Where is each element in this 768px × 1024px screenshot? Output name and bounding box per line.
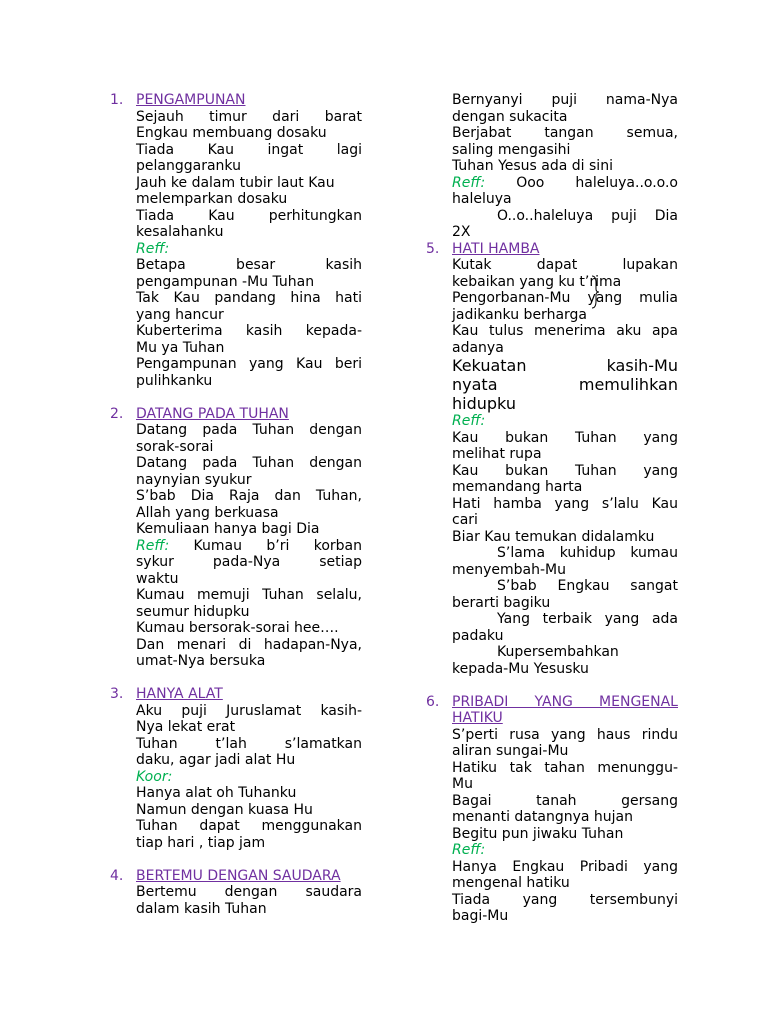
lyric-line: dengan sukacita bbox=[452, 108, 568, 125]
lyric-line: Jauh ke dalam tubir laut Kau bbox=[136, 174, 335, 191]
lyric-line: Tak Kau pandang hina hati bbox=[136, 290, 362, 306]
lyric-line: Pengorbanan-Mu yang mulia bbox=[452, 290, 678, 306]
lyric-line: Betapa besar kasih bbox=[136, 257, 362, 273]
lyric-line: Begitu pun jiwaku Tuhan bbox=[452, 825, 624, 842]
reff-label: Reff: bbox=[452, 413, 486, 429]
lyric-line: S’bab Engkau sangat bbox=[497, 578, 678, 594]
lyric-line: Kemuliaan hanya bagi Dia bbox=[136, 521, 320, 537]
lyric-line: Kumau memuji Tuhan selalu, bbox=[136, 587, 362, 603]
lyric-line: Tiada Kau perhitungkan bbox=[136, 207, 362, 224]
lyric-line: aliran sungai-Mu bbox=[452, 743, 569, 759]
lyric-line: Aku puji Juruslamat kasih- bbox=[136, 702, 362, 719]
lyric-line: padaku bbox=[452, 627, 504, 644]
lyric-line: pelanggaranku bbox=[136, 158, 241, 174]
lyric-line: Hanya alat oh Tuhanku bbox=[136, 785, 297, 801]
lyric-line: Biar Kau temukan didalamku bbox=[452, 528, 655, 545]
reff-label: Reff: bbox=[452, 174, 486, 191]
lyric-line: haleluya bbox=[452, 191, 512, 207]
song-number: 5. bbox=[426, 240, 440, 257]
lyric-line: jadikanku berharga bbox=[452, 306, 587, 323]
lyric-line: S’lama kuhidup kumau bbox=[497, 545, 678, 561]
lyric-line: Datang pada Tuhan dengan bbox=[136, 422, 362, 438]
song-title: DATANG PADA TUHAN bbox=[136, 405, 289, 422]
song-title: PENGAMPUNAN bbox=[136, 92, 246, 108]
lyric-line-large: nyata memulihkan bbox=[452, 375, 678, 394]
lyric-line: saling mengasihi bbox=[452, 141, 571, 158]
song-title: BERTEMU DENGAN SAUDARA bbox=[136, 867, 341, 884]
song-number: 2. bbox=[110, 405, 124, 422]
lyric-line: kesalahanku bbox=[136, 224, 224, 240]
lyric-line: Hatiku tak tahan menunggu- bbox=[452, 759, 678, 776]
lyric-line: naynyian syukur bbox=[136, 471, 252, 488]
song-pengampunan bbox=[110, 92, 362, 389]
lyric-line: Kutak dapat lupakan bbox=[452, 257, 678, 273]
lyric-line: daku, agar jadi alat Hu bbox=[136, 752, 296, 768]
lyric-line: Berjabat tangan semua, bbox=[452, 125, 678, 141]
lyric-line: pengampunan -Mu Tuhan bbox=[136, 273, 315, 290]
song-hanya-alat bbox=[110, 686, 362, 851]
song-bertemu-dengan-saudara bbox=[110, 868, 362, 918]
lyric-line: Pengampunan yang Kau beri bbox=[136, 356, 362, 372]
reff-label: Reff: bbox=[136, 240, 170, 257]
lyric-line: Mu ya Tuhan bbox=[136, 339, 225, 356]
lyric-line bbox=[452, 175, 678, 192]
lyric-line: S’perti rusa yang haus rindu bbox=[452, 726, 678, 743]
song-number: 1. bbox=[110, 92, 124, 108]
lyric-line: Nya lekat erat bbox=[136, 719, 236, 735]
lyric-line: pulihkanku bbox=[136, 372, 213, 389]
lyric-line: Bernyanyi puji nama-Nya bbox=[452, 92, 678, 108]
lyric-line bbox=[136, 538, 362, 555]
reff-label: Reff: bbox=[452, 842, 486, 858]
reff-label: Reff: bbox=[136, 537, 170, 554]
lyric-line: adanya bbox=[452, 339, 504, 356]
lyric-line: sykur pada-Nya setiap bbox=[136, 554, 362, 570]
lyric-line: Hanya Engkau Pribadi yang bbox=[452, 858, 678, 875]
lyric-line: Bagai tanah gersang bbox=[452, 792, 678, 809]
lyric-line: cari bbox=[452, 512, 478, 528]
song-datang-pada-tuhan bbox=[110, 406, 362, 670]
lyric-line: Tuhan dapat menggunakan bbox=[136, 818, 362, 834]
lyric-text: Ooo haleluya..o.o.o bbox=[516, 174, 678, 191]
lyric-line: menanti datangnya hujan bbox=[452, 809, 633, 825]
lyric-line: S’bab Dia Raja dan Tuhan, bbox=[136, 488, 362, 504]
lyric-line: Bertemu dengan saudara bbox=[136, 884, 362, 900]
song-title: PRIBADI YANG MENGENAL bbox=[452, 693, 678, 710]
lyric-line: kepada-Mu Yesusku bbox=[452, 660, 589, 677]
lyric-line: Tuhan t’lah s’lamatkan bbox=[136, 735, 362, 752]
lyric-line: yang hancur bbox=[136, 306, 224, 323]
lyric-line: Hati hamba yang s’lalu Kau bbox=[452, 495, 678, 512]
song-bertemu-dengan-saudara-continued bbox=[426, 92, 678, 241]
lyric-line: Kau bukan Tuhan yang bbox=[452, 429, 678, 446]
lyric-line: memandang harta bbox=[452, 479, 583, 495]
lyric-line: Tiada Kau ingat lagi bbox=[136, 141, 362, 158]
song-title: HATI HAMBA bbox=[452, 240, 540, 257]
lyric-text: Kumau b’ri korban bbox=[193, 537, 362, 554]
lyric-line-large: Kekuatan kasih-Mu bbox=[452, 356, 678, 375]
song-hati-hamba bbox=[426, 241, 678, 678]
song-number: 6. bbox=[426, 693, 440, 710]
lyric-line: menyembah-Mu bbox=[452, 561, 567, 578]
left-column bbox=[110, 92, 362, 917]
lyric-line: melemparkan dosaku bbox=[136, 191, 288, 207]
lyric-line-large: hidupku bbox=[452, 394, 516, 413]
lyric-line: 2X bbox=[452, 224, 471, 240]
lyric-line: Sejauh timur dari barat bbox=[136, 108, 362, 125]
lyric-line: Kau bukan Tuhan yang bbox=[452, 462, 678, 479]
lyric-line: umat-Nya bersuka bbox=[136, 653, 266, 669]
lyric-line: mengenal hatiku bbox=[452, 875, 570, 891]
lyric-line: melihat rupa bbox=[452, 446, 542, 462]
lyric-line: seumur hidupku bbox=[136, 603, 250, 620]
song-number: 3. bbox=[110, 686, 124, 702]
song-title: HANYA ALAT bbox=[136, 686, 223, 702]
lyric-line: sorak-sorai bbox=[136, 438, 214, 455]
right-column bbox=[426, 92, 678, 925]
lyric-line: Engkau membuang dosaku bbox=[136, 125, 327, 141]
lyric-line: Dan menari di hadapan-Nya, bbox=[136, 636, 362, 653]
lyric-line: bagi-Mu bbox=[452, 908, 509, 924]
lyric-line: O..o..haleluya puji Dia bbox=[497, 207, 678, 224]
lyric-line: Kau tulus menerima aku apa bbox=[452, 323, 678, 339]
lyric-line: Tuhan Yesus ada di sini bbox=[452, 158, 613, 174]
lyric-line: Yang terbaik yang ada bbox=[497, 611, 678, 627]
lyric-line: berarti bagiku bbox=[452, 594, 551, 611]
song-title-continued: HATIKU bbox=[452, 710, 503, 726]
lyric-line: Tiada yang tersembunyi bbox=[452, 891, 678, 908]
lyric-line: Mu bbox=[452, 776, 473, 792]
lyric-line: Kuberterima kasih kepada- bbox=[136, 323, 362, 339]
lyric-line: Kumau bersorak-sorai hee…. bbox=[136, 620, 339, 636]
lyric-line: Kupersembahkan bbox=[497, 644, 619, 660]
song-number: 4. bbox=[110, 867, 124, 884]
lyric-line: Datang pada Tuhan dengan bbox=[136, 455, 362, 471]
lyric-line: Namun dengan kuasa Hu bbox=[136, 801, 313, 818]
koor-label: Koor: bbox=[136, 768, 173, 785]
lyric-line: kebaikan yang ku t’rima bbox=[452, 273, 622, 290]
song-pribadi-yang-mengenal-hatiku bbox=[426, 694, 678, 925]
lyric-line: waktu bbox=[136, 570, 179, 587]
lyric-line: tiap hari , tiap jam bbox=[136, 834, 266, 851]
lyric-line: Allah yang berkuasa bbox=[136, 504, 279, 521]
lyric-line: dalam kasih Tuhan bbox=[136, 900, 267, 917]
